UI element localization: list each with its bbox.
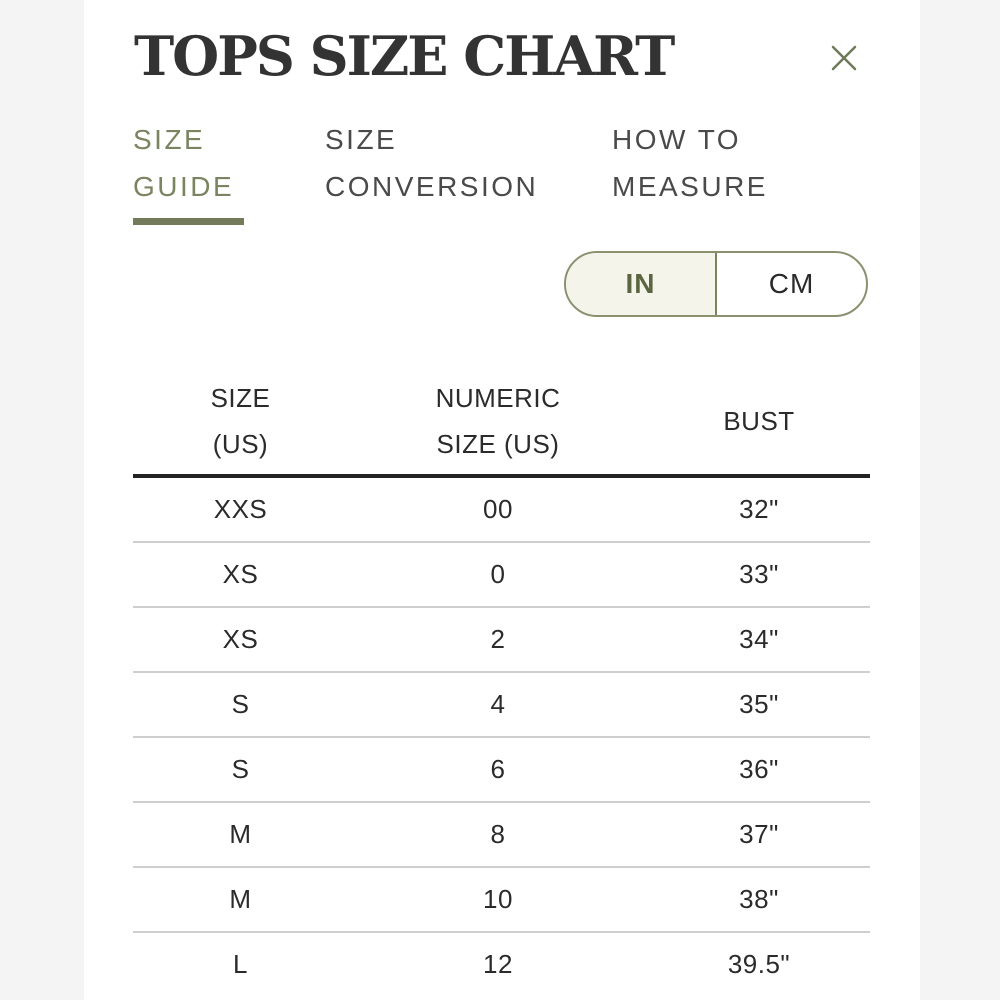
tab-size-guide[interactable]: SIZE GUIDE [133, 124, 235, 202]
table-header [133, 368, 870, 478]
table-row [133, 738, 870, 803]
cell-size: M [229, 884, 252, 914]
header-bust: BUST [723, 406, 795, 436]
table-row [133, 803, 870, 868]
table-row [133, 933, 870, 996]
cell-size: M [229, 819, 252, 849]
cell-numeric-size: 0 [490, 559, 506, 589]
table-row [133, 543, 870, 608]
cell-numeric-size: 12 [483, 949, 513, 979]
unit-in-button[interactable]: IN [566, 253, 717, 315]
cell-bust: 36" [739, 754, 779, 784]
cell-numeric-size: 10 [483, 884, 513, 914]
cell-numeric-size: 00 [483, 494, 513, 524]
cell-bust: 32" [739, 494, 779, 524]
cell-numeric-size: 6 [490, 754, 506, 784]
tab-size-conversion[interactable]: SIZE CONVERSION [325, 124, 539, 202]
cell-size: L [233, 949, 248, 979]
header-size-us: SIZE (US) [210, 383, 271, 459]
cell-size: S [231, 689, 250, 719]
active-tab-indicator [133, 218, 244, 225]
cell-size: XS [222, 559, 259, 589]
cell-numeric-size: 2 [490, 624, 506, 654]
table-row [133, 673, 870, 738]
table-row [133, 868, 870, 933]
cell-bust: 39.5" [727, 949, 791, 979]
cell-bust: 38" [739, 884, 779, 914]
cell-size: XXS [213, 494, 268, 524]
cell-numeric-size: 8 [490, 819, 506, 849]
tab-how-to-measure[interactable]: HOW TO MEASURE [612, 124, 768, 202]
cell-bust: 35" [739, 689, 779, 719]
unit-toggle [564, 251, 868, 317]
size-table [133, 368, 870, 996]
cell-size: S [231, 754, 250, 784]
cell-bust: 33" [739, 559, 779, 589]
cell-size: XS [222, 624, 259, 654]
cell-bust: 37" [739, 819, 779, 849]
page-title: TOPS SIZE CHART [134, 24, 674, 88]
table-row [133, 608, 870, 673]
unit-cm-button[interactable]: CM [768, 268, 815, 299]
cell-numeric-size: 4 [490, 689, 506, 719]
close-icon[interactable] [826, 40, 862, 76]
cell-bust: 34" [739, 624, 779, 654]
header-numeric-size-us: NUMERIC SIZE (US) [435, 383, 561, 459]
table-row [133, 478, 870, 543]
